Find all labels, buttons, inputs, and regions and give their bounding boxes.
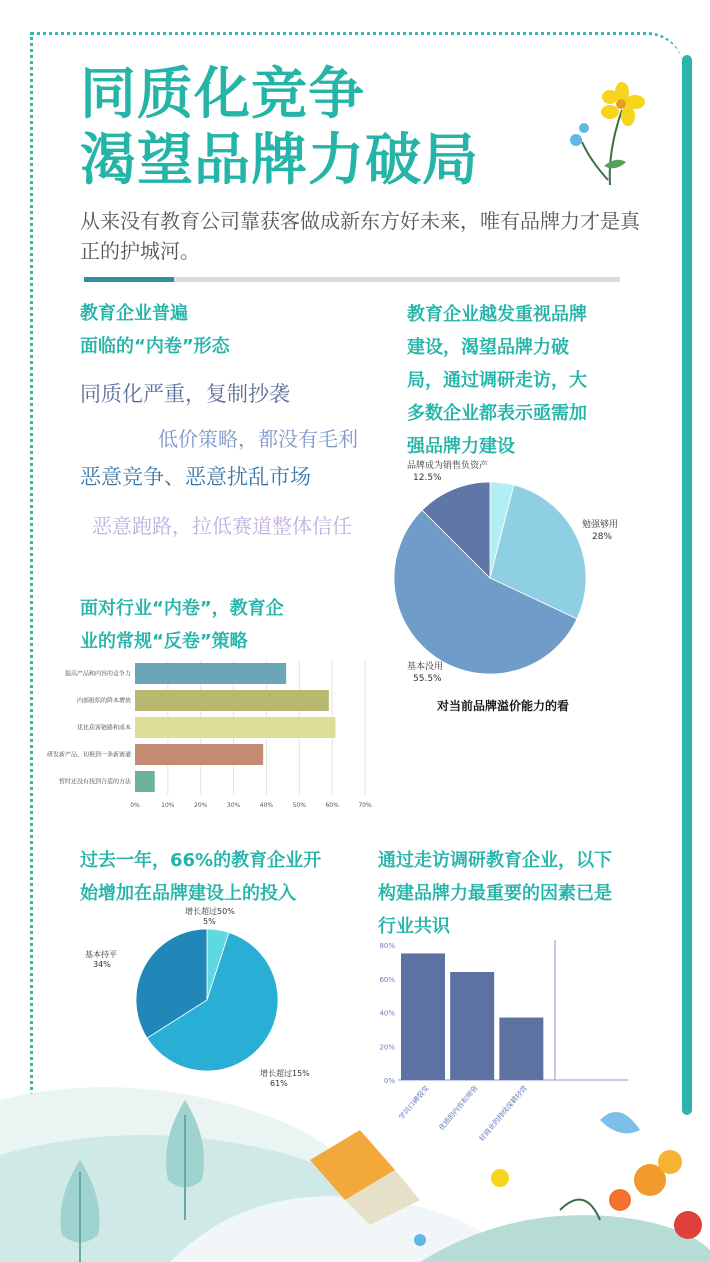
heading-line: 过去一年，66%的教育企业开 [80, 850, 322, 871]
heading-line: 教育企业越发重视品牌 [407, 304, 587, 325]
heading-line: 教育企业普遍 [80, 303, 188, 324]
slice-value: 28% [592, 532, 613, 542]
title-line: 同质化竞争 [80, 62, 365, 127]
slice-value: 5% [203, 917, 216, 926]
x-tick-label: 20% [194, 802, 208, 809]
slice-label: 基本没用 [407, 662, 444, 672]
heading-line: 始增加在品牌建设上的投入 [80, 883, 296, 904]
x-tick-label: 30% [226, 802, 241, 809]
section-heading-brand-demand [407, 298, 587, 463]
heading-line: 强品牌力建设 [407, 436, 515, 457]
slice-label: 品牌成为销售负资产 [407, 461, 489, 471]
category-label: 研发新产品、切换到一条新赛道 [46, 751, 131, 759]
x-tick-label: 0% [130, 802, 140, 809]
teal-frame-bar [682, 55, 692, 1115]
bar [135, 744, 263, 765]
slice-label: 勉强够用 [582, 520, 619, 530]
heading-line: 行业共识 [378, 916, 450, 937]
slice-label: 增长超过50% [185, 907, 235, 916]
slice-value: 61% [270, 1079, 288, 1088]
heading-line: 建设，渴望品牌力破 [407, 337, 569, 358]
divider [84, 277, 620, 282]
page-title [80, 62, 479, 194]
slice-value: 34% [93, 960, 111, 969]
keyword-item [158, 423, 358, 452]
x-tick-label: 60% [325, 802, 339, 809]
keyword-item [92, 510, 352, 539]
section-heading-involution-forms [80, 297, 230, 363]
slice-label: 增长超过15% [260, 1069, 310, 1078]
bar-chart-strategies [40, 652, 380, 812]
x-tick-label: 10% [161, 802, 175, 809]
bar [135, 663, 286, 684]
section-heading-key-factors [378, 844, 612, 943]
chart-title: 对当前品牌溢价能力的看 [437, 699, 570, 713]
category-label: 优质的内容和师资 [437, 1084, 480, 1133]
slice-value: 55.5% [413, 674, 442, 684]
page-subtitle: 从来没有教育公司靠获客做成新东方好未来，唯有品牌力才是真正的护城河。 [80, 209, 640, 263]
x-tick-label: 50% [292, 802, 306, 809]
heading-line: 面临的“内卷”形态 [80, 336, 230, 357]
heading-line: 通过走访调研教育企业，以下 [378, 850, 612, 871]
slice-label: 基本持平 [85, 950, 117, 959]
bar [135, 690, 329, 711]
category-label: 好商业的持续深耕经营 [477, 1084, 529, 1143]
y-tick-label: 80% [379, 942, 395, 950]
heading-line: 面对行业“内卷”，教育企 [80, 598, 284, 619]
keyword-item [80, 378, 290, 408]
y-tick-label: 60% [379, 975, 395, 984]
category-label: 优化获客链路和成本 [76, 724, 131, 732]
keyword-text: 恶意跑路，拉低赛道整体信任 [92, 514, 352, 538]
heading-line: 构建品牌力最重要的因素已是 [378, 883, 612, 904]
divider-accent [84, 277, 174, 282]
y-tick-label: 40% [379, 1009, 395, 1018]
heading-line: 业的常规“反卷”策略 [80, 631, 248, 652]
bar [135, 717, 335, 738]
keyword-text: 同质化严重，复制抄袭 [80, 382, 290, 406]
flower-icon [560, 80, 650, 190]
heading-line: 多数企业都表示亟需加 [407, 403, 587, 424]
category-label: 学员口碑裂变 [397, 1084, 431, 1122]
keyword-text: 低价策略，都没有毛利 [158, 427, 358, 451]
heading-line: 局，通过调研走访，大 [407, 370, 587, 391]
x-tick-label: 70% [358, 802, 372, 809]
y-tick-label: 20% [379, 1043, 395, 1052]
pie-chart-brand-premium [385, 455, 675, 725]
x-tick-label: 40% [259, 802, 274, 809]
category-label: 内部组织的降本增效 [76, 697, 131, 705]
section-heading-anti-involution [80, 592, 284, 658]
title-line: 渴望品牌力破局 [80, 128, 479, 193]
keyword-text: 恶意竞争、恶意扰乱市场 [80, 465, 311, 489]
y-tick-label: 0% [383, 1077, 395, 1085]
slice-value: 12.5% [413, 473, 442, 483]
bar [135, 771, 155, 792]
keyword-item [80, 461, 311, 491]
category-label: 暂时还没有找到合适的方法 [58, 778, 131, 786]
landscape-illustration [0, 1060, 710, 1262]
category-label: 提高产品和内容的竞争力 [64, 670, 131, 678]
